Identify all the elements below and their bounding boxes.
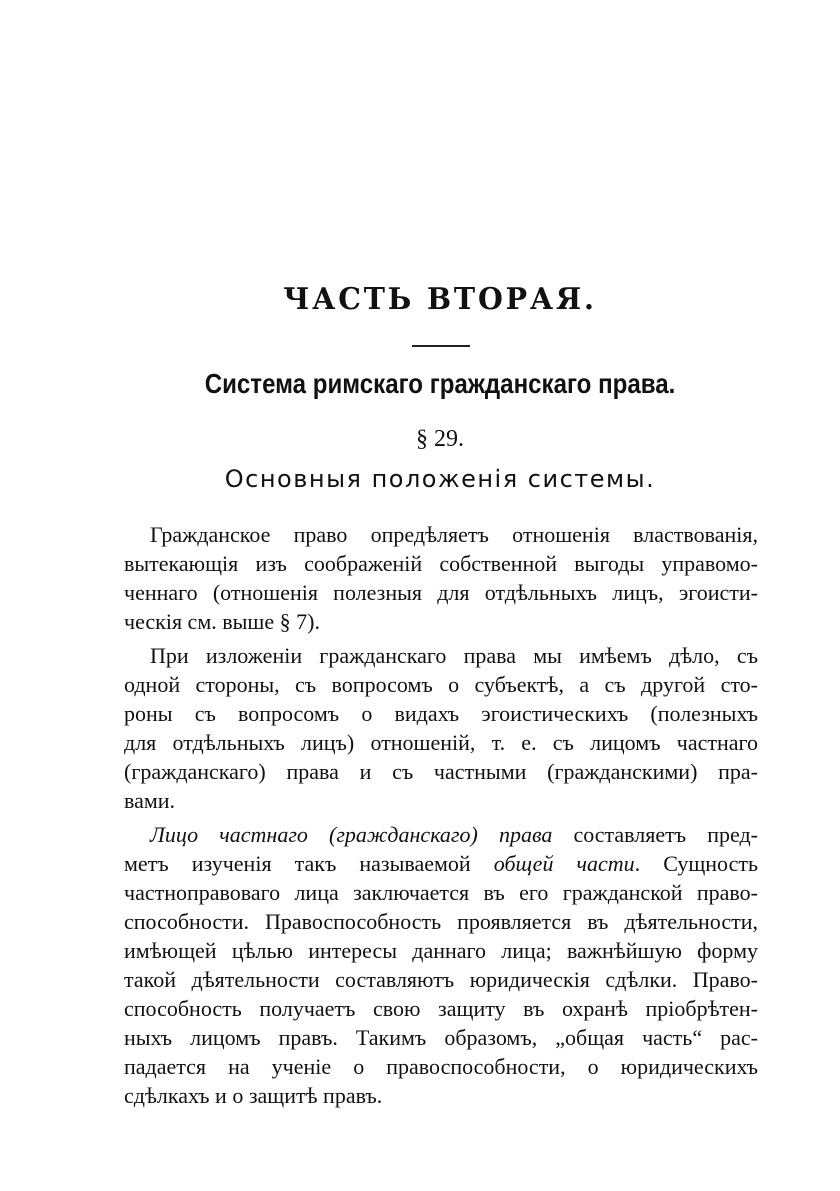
text-line: одной стороны, съ вопросомъ о субъектѣ, а съ другой сто- [124, 672, 758, 697]
text-line [124, 849, 758, 878]
body-text [124, 520, 758, 1115]
text-line: (гражданскаго) права и съ частными (гражданскими) пра- [124, 759, 758, 784]
section-number: § 29. [416, 426, 464, 452]
text-line: Гражданское право опредѣляетъ отношенія властвованія, [150, 522, 758, 547]
text-line: частноправоваго лица заключается въ его гражданской право- [124, 880, 758, 905]
italic-term: общей части [493, 851, 635, 876]
system-title: Система римскаго гражданскаго права. [204, 368, 676, 399]
text-line: ныхъ лицомъ правъ. Такимъ образомъ, „общая часть“ рас- [124, 1025, 758, 1050]
text-fragment: метъ изученія такъ называемой [124, 851, 494, 876]
text-line: для отдѣльныхъ лицъ) отношеній, т. е. съ лицомъ частнаго [124, 730, 758, 755]
text-line: падается на ученіе о правоспособности, о юридическихъ [124, 1054, 758, 1079]
text-line: ченнаго (отношенія полезныя для отдѣльныхъ лицъ, эгоисти- [124, 580, 758, 605]
text-line: вытекающія изъ соображеній собственной выгоды управомо- [124, 551, 758, 576]
text-fragment: составляетъ пред- [552, 822, 759, 847]
part-title: ЧАСТЬ ВТОРАЯ. [283, 282, 597, 317]
italic-term: Лицо частнаго (гражданскаго) права [150, 822, 553, 847]
paragraph-2 [124, 641, 758, 815]
title-divider [412, 345, 470, 347]
text-line: роны съ вопросомъ о видахъ эгоистическихъ (полезныхъ [124, 701, 758, 726]
text-line: имѣющей цѣлью интересы даннаго лица; важнѣйшую форму [124, 938, 758, 963]
section-title: Основныя положенія системы. [224, 465, 656, 493]
text-line: вами. [124, 788, 176, 813]
text-line: такой дѣятельности составляютъ юридическія сдѣлки. Право- [124, 967, 758, 992]
paragraph-1 [124, 520, 758, 636]
text-fragment: . Сущность [634, 851, 758, 876]
text-line: сдѣлкахъ и о защитѣ правъ. [124, 1083, 383, 1108]
text-line: При изложеніи гражданскаго права мы имѣемъ дѣло, съ [150, 643, 758, 668]
text-line: ческія см. выше § 7). [124, 609, 320, 634]
text-line [124, 820, 758, 849]
text-line: способности. Правоспособность проявляется въ дѣятельности, [124, 909, 758, 934]
text-line: способность получаетъ свою защиту въ охранѣ пріобрѣтен- [124, 996, 758, 1021]
paragraph-3 [124, 820, 758, 1110]
